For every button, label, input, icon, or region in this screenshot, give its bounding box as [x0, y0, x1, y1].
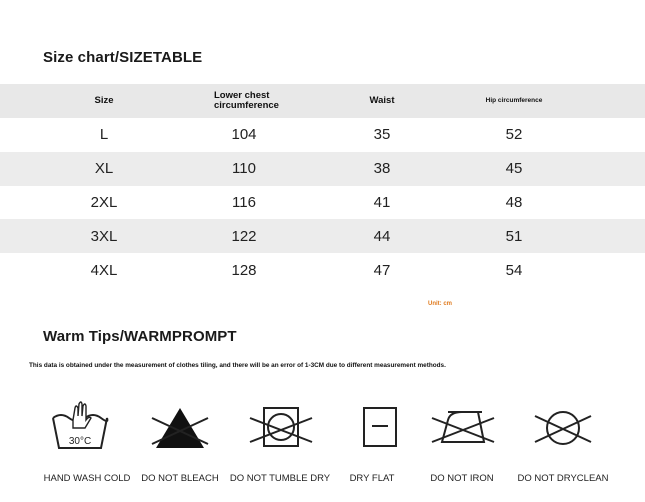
header-hip: Hip circumference	[485, 97, 543, 104]
header-lower-chest: Lower chest circumference	[214, 90, 279, 111]
cell-size: L	[99, 126, 109, 144]
cell-size: XL	[94, 160, 114, 178]
cell-chest: 122	[231, 227, 257, 245]
cell-waist: 47	[373, 261, 391, 279]
cell-hip: 48	[505, 193, 523, 211]
care-label: DRY FLAT	[349, 473, 395, 484]
table-row	[0, 152, 645, 186]
size-table	[0, 84, 645, 287]
cell-chest: 104	[231, 126, 257, 144]
header-waist: Waist	[369, 95, 395, 106]
cell-hip: 51	[505, 227, 523, 245]
cell-waist: 35	[373, 126, 391, 144]
size-chart-title: Size chart/SIZETABLE	[43, 49, 203, 66]
do-not-bleach-icon	[130, 398, 230, 454]
do-not-iron-icon	[412, 398, 512, 454]
cell-size: 2XL	[90, 193, 118, 211]
dry-flat-icon	[322, 398, 422, 454]
care-label: DO NOT DRYCLEAN	[517, 473, 609, 484]
care-label: DO NOT BLEACH	[141, 473, 219, 484]
table-header-row	[0, 84, 645, 118]
cell-chest: 110	[232, 160, 256, 178]
cell-waist: 44	[373, 227, 391, 245]
header-size: Size	[94, 95, 114, 106]
cell-chest: 116	[232, 193, 256, 211]
cell-hip: 52	[505, 126, 523, 144]
table-row	[0, 219, 645, 253]
cell-hip: 54	[505, 261, 523, 279]
do-not-tumble-dry-icon	[230, 398, 330, 454]
cell-waist: 41	[373, 193, 391, 211]
hand-wash-cold-icon	[30, 398, 130, 454]
cell-size: 4XL	[90, 261, 118, 279]
do-not-dryclean-icon	[513, 398, 613, 454]
care-label: DO NOT IRON	[430, 473, 494, 484]
cell-size: 3XL	[90, 227, 118, 245]
warm-tips-title: Warm Tips/WARMPROMPT	[43, 328, 237, 345]
care-label: HAND WASH COLD	[43, 473, 131, 484]
care-label: DO NOT TUMBLE DRY	[229, 473, 331, 484]
temperature-label: 30°C	[68, 436, 92, 447]
unit-label: Unit: cm	[428, 301, 452, 307]
cell-hip: 45	[505, 160, 523, 178]
cell-waist: 38	[373, 160, 391, 178]
table-row	[0, 253, 645, 287]
table-row	[0, 186, 645, 220]
table-row	[0, 118, 645, 152]
cell-chest: 128	[231, 261, 257, 279]
measurement-note: This data is obtained under the measurement of clothes tiling, and there will be an error of 1-3CM due to different measurement methods.	[29, 362, 446, 369]
